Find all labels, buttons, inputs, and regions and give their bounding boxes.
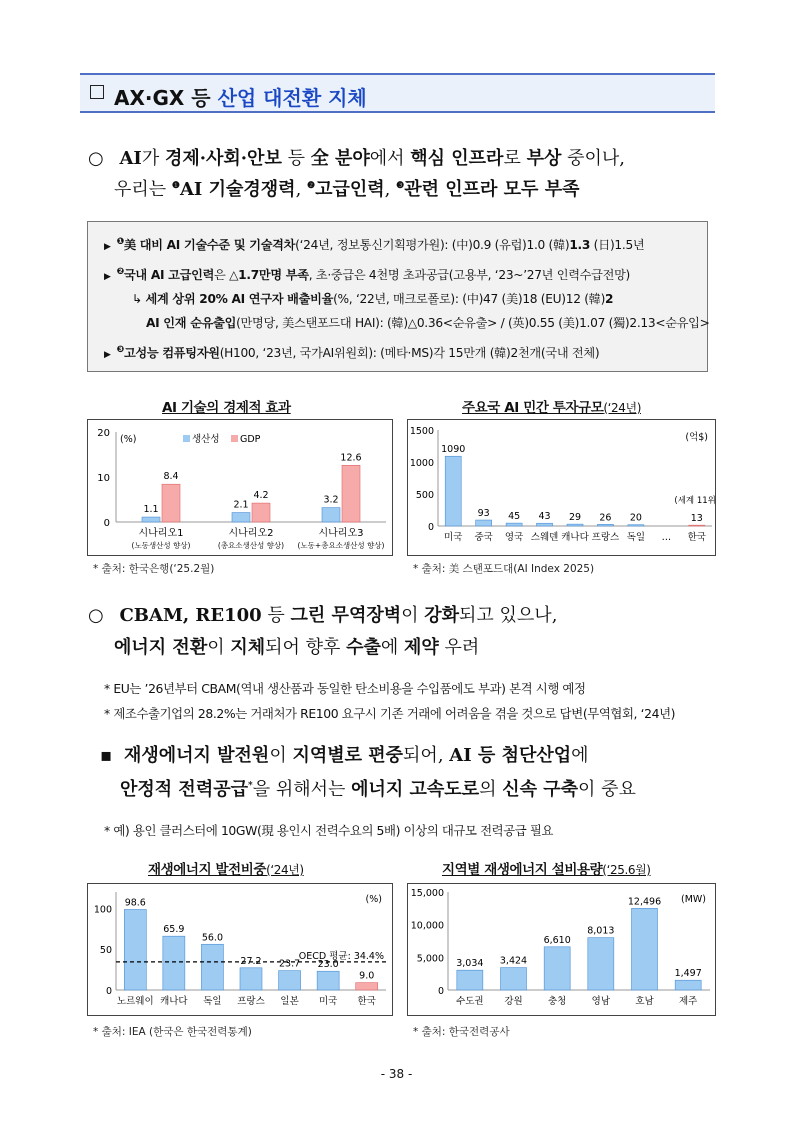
- para1-line1-seg: 등: [281, 148, 311, 169]
- bar-GDP: [252, 503, 270, 522]
- y-tick-label: 10,000: [410, 920, 444, 932]
- para3-line2-seg: *: [247, 781, 253, 791]
- para2-line2-seg: 우려: [438, 637, 480, 658]
- y-tick-label: 15,000: [410, 888, 444, 899]
- section-header: [80, 73, 715, 113]
- para2-line2-text: [114, 637, 479, 658]
- x-tick-label: 한국: [357, 996, 376, 1007]
- info-line3-korea: 2: [605, 292, 614, 306]
- legend-swatch: [231, 435, 238, 442]
- triangle-bullet-icon: ▶: [104, 242, 111, 252]
- para3-line2-seg: 에너지 고속도로: [351, 779, 480, 800]
- x-tick-label: 캐나다: [160, 996, 188, 1007]
- para2-line2-seg: 지체: [230, 637, 266, 658]
- chart1-box: [87, 419, 393, 556]
- para1-line1: [88, 144, 625, 170]
- data-label: 4.2: [253, 490, 269, 502]
- circle-bullet-icon: ○: [88, 148, 104, 169]
- x-tick-label: 시나리오2: [228, 528, 274, 539]
- para3-line1-seg: 이: [269, 745, 293, 766]
- bar: [124, 909, 146, 990]
- x-tick-label: 미국: [444, 532, 463, 543]
- section-title: [114, 82, 367, 111]
- sep2: ,: [384, 179, 397, 200]
- unit-label: (억$): [685, 432, 708, 443]
- info-line2-rest: , 초·중급은 4천명 초과공급(고용부, ‘23~’27년 인력수급전망): [308, 268, 631, 282]
- chart4-title-main: 지역별 재생에너지 설비용량: [442, 862, 603, 878]
- para1-line1-seg: AI: [119, 148, 142, 169]
- checkbox-square-icon: [90, 85, 104, 99]
- data-label: 29: [568, 512, 582, 524]
- unit-label: (MW): [680, 894, 706, 905]
- chart3-svg: [88, 884, 392, 1015]
- bar: [567, 524, 583, 526]
- para2-line2-seg: 에너지 전환: [114, 637, 208, 658]
- para1-item2: [307, 179, 385, 200]
- bar-생산성: [232, 513, 250, 522]
- chart1-title: AI 기술의 경제적 효과: [162, 400, 291, 416]
- bar-생산성: [142, 517, 160, 522]
- section-title-prefix: AX·GX 등: [114, 86, 218, 110]
- num-circle-3-icon: ❸: [396, 181, 405, 191]
- y-tick-label: 1500: [409, 426, 434, 437]
- x-tick-sublabel: (노동+총요소생산성 향상): [297, 541, 385, 550]
- chart2-box: [407, 419, 716, 556]
- data-label: 1.1: [143, 504, 159, 516]
- info-line3: [132, 290, 613, 307]
- para2-line2-seg: 제약: [404, 637, 439, 658]
- x-tick-label: 시나리오3: [318, 528, 364, 539]
- x-tick-sublabel: (노동생산성 향상): [131, 541, 191, 550]
- num-circle-3-icon: ❸: [116, 344, 124, 355]
- chart3-source: * 출처: IEA (한국은 한국전력통계): [93, 1026, 252, 1038]
- para3-line2-seg: 안정적 전력공급: [120, 779, 248, 800]
- triangle-bullet-icon: ▶: [104, 272, 111, 282]
- x-tick-label: 시나리오1: [138, 528, 184, 539]
- info-line3-rest: (%, ‘22년, 매크로폴로): (中)47 (美)18 (EU)12 (韓): [333, 292, 606, 306]
- data-label: 45: [508, 511, 521, 523]
- info-line4-bold: AI 인재 순유출입: [146, 316, 237, 330]
- chart2-svg: [408, 420, 715, 555]
- para2-line2-seg: 이: [207, 637, 231, 658]
- section-title-highlight: 산업 대전환 지체: [217, 86, 367, 110]
- bar: [457, 970, 483, 990]
- note-re100: * 제조수출기업의 28.2%는 거래처가 RE100 요구시 기존 거래에 어려움을 겪을 것으로 답변(무역협회, ‘24년): [104, 706, 676, 721]
- para1-line1-seg: 全 분야: [310, 148, 370, 169]
- y-tick-label: 1000: [409, 458, 434, 469]
- data-label: 2.1: [233, 499, 249, 511]
- data-label: 65.9: [163, 924, 185, 936]
- para2-line1-seg: 되고 있으나,: [459, 605, 558, 626]
- para1-line1-seg: 가: [141, 148, 165, 169]
- chart2-title-suffix: (‘24년): [603, 401, 641, 415]
- bar-GDP: [162, 484, 180, 522]
- para1-line1-seg: 에서: [369, 148, 411, 169]
- bar: [506, 523, 522, 526]
- x-tick-label: 수도권: [456, 996, 484, 1007]
- chart2-title: [462, 396, 641, 416]
- bar: [675, 980, 701, 990]
- circle-bullet-icon: ○: [88, 605, 104, 626]
- bar: [476, 520, 492, 526]
- para2-line2-seg: 되어 향후: [265, 637, 347, 658]
- reference-line-label: OECD 평균: 34.4%: [298, 950, 384, 962]
- para2-line2-seg: 수출: [346, 637, 381, 658]
- info-line5-rest: (H100, ‘23년, 국가AI위원회): (메타·MS)각 15만개 (韓)2천개(국내 전체): [219, 346, 600, 360]
- data-label: 26: [599, 512, 612, 524]
- para1-line1-seg: 부상: [526, 148, 562, 169]
- para1-line1-seg: 중이나,: [561, 148, 625, 169]
- para3-line1-seg: 에: [571, 745, 589, 766]
- data-label: 27.2: [240, 955, 262, 967]
- x-tick-label: 캐나다: [561, 532, 589, 543]
- num-circle-1-icon: ❶: [171, 181, 180, 191]
- para1-item3-text: 관련 인프라 모두 부족: [404, 179, 580, 200]
- note-cbam: * EU는 ’26년부터 CBAM(역내 생산품과 동일한 탄소비용을 수입품에도 부과) 본격 시행 예정: [104, 681, 586, 696]
- bar: [317, 971, 339, 990]
- data-label: 12.6: [340, 452, 362, 464]
- para2-line1: [88, 601, 557, 627]
- legend-swatch: [183, 435, 190, 442]
- info-line5: [104, 344, 599, 361]
- y-tick-label: 10: [97, 473, 110, 484]
- info-line2-mid: 은: [214, 268, 230, 282]
- bar: [201, 944, 223, 990]
- sep1: ,: [295, 179, 308, 200]
- bar: [537, 523, 553, 526]
- para2-line1-seg: 그린 무역장벽: [290, 605, 402, 626]
- para1-item3: [396, 179, 579, 200]
- info-line1-bold: 美 대비 AI 기술수준 및 기술격차: [123, 238, 296, 252]
- x-tick-label: 스웨덴: [530, 532, 559, 543]
- note-yongin: * 예) 용인 클러스터에 10GW(現 용인시 전력수요의 5배) 이상의 대규모 전력공급 필요: [104, 823, 554, 838]
- chart2-title-main: 주요국 AI 민간 투자규모: [462, 400, 604, 416]
- data-label: 3,034: [456, 958, 484, 970]
- info-line2-value: △1.7만명 부족: [229, 268, 309, 282]
- x-tick-sublabel: (총요소생산성 향상): [217, 541, 285, 550]
- info-line1-korea: 1.3: [569, 238, 591, 252]
- bar: [588, 938, 614, 990]
- bar-GDP: [342, 465, 360, 522]
- para3-line2-text: [120, 779, 636, 800]
- bar: [445, 456, 461, 526]
- bar: [240, 968, 262, 990]
- data-label: 8.4: [163, 471, 179, 483]
- data-label: 1090: [441, 444, 466, 456]
- data-label: 3.2: [323, 494, 339, 506]
- chart4-source: * 출처: 한국전력공사: [413, 1026, 510, 1038]
- info-line1-rest: (‘24년, 정보통신기획평가원): (中)0.9 (유럽)1.0 (韓): [295, 238, 570, 252]
- chart1-svg: [88, 420, 392, 555]
- data-label: 43: [538, 511, 551, 523]
- chart4-title: [442, 858, 651, 878]
- info-line1: [104, 236, 644, 253]
- para1-item1: [172, 179, 296, 200]
- data-label: 56.0: [201, 932, 224, 944]
- unit-label: (%): [365, 894, 382, 905]
- para1-line2-prefix: 우리는: [114, 179, 172, 200]
- info-line1-end: (日)1.5년: [590, 238, 645, 252]
- triangle-bullet-icon: ▶: [104, 350, 111, 360]
- para1-item1-text: AI 기술경쟁력: [179, 179, 296, 200]
- bar: [597, 524, 613, 526]
- data-label: 6,610: [543, 934, 571, 946]
- chart4-title-suffix: (‘25.6월): [602, 863, 651, 877]
- para1-line1-seg: 핵심 인프라: [410, 148, 504, 169]
- data-label: 93: [477, 508, 490, 520]
- x-tick-label: 프랑스: [591, 532, 620, 543]
- info-line4: [146, 314, 710, 331]
- y-tick-label: 500: [415, 490, 434, 501]
- bar: [356, 983, 378, 990]
- x-tick-label: 노르웨이: [116, 996, 154, 1007]
- chart3-title-suffix: (‘24년): [266, 863, 304, 877]
- num-circle-1-icon: ❶: [116, 236, 124, 247]
- para1-line1-text: [119, 148, 625, 169]
- chart4-box: [407, 883, 716, 1016]
- para2-line2: [114, 633, 479, 659]
- para3-line2-seg: 을 위해서는: [252, 779, 352, 800]
- bar: [163, 936, 185, 990]
- para3-line1-seg: 되어,: [403, 745, 450, 766]
- para3-line2-seg: 의: [479, 779, 503, 800]
- chart2-source: * 출처: 美 스탠포드대(AI Index 2025): [413, 563, 595, 575]
- data-label: 23.0: [317, 959, 339, 971]
- data-label: 8,013: [587, 925, 615, 937]
- x-tick-label: 중국: [474, 532, 493, 543]
- y-tick-label: 0: [427, 522, 434, 533]
- y-tick-label: 0: [437, 986, 444, 997]
- x-tick-label: 강원: [504, 996, 523, 1007]
- x-tick-label: 독일: [203, 996, 222, 1007]
- chart1-source: * 출처: 한국은행(‘25.2월): [93, 563, 215, 575]
- info-line2-bold: 국내 AI 고급인력: [123, 268, 215, 282]
- bar: [628, 525, 644, 526]
- bar: [689, 525, 705, 526]
- square-bullet-icon: ▪: [100, 745, 113, 766]
- sub-arrow-icon: ↳: [132, 292, 142, 306]
- para1-item2-text: 고급인력: [315, 179, 385, 200]
- para2-line1-seg: 등: [261, 605, 291, 626]
- x-tick-label: 제주: [678, 996, 698, 1007]
- y-tick-label: 5,000: [416, 953, 444, 965]
- x-tick-label: 프랑스: [237, 996, 265, 1007]
- data-label: 9.0: [359, 970, 375, 982]
- para3-line1: [100, 741, 589, 767]
- para1-line1-seg: 경제·사회·안보: [164, 148, 282, 169]
- x-tick-label: …: [661, 532, 672, 543]
- para1-line2: [114, 175, 579, 201]
- para3-line2-seg: 이 중요: [578, 779, 636, 800]
- data-label: 1,497: [674, 968, 702, 980]
- para3-line1-seg: 지역별로 편중: [292, 745, 404, 766]
- y-tick-label: 0: [105, 986, 112, 997]
- bar: [544, 947, 570, 990]
- data-label: 23.7: [278, 958, 301, 970]
- x-tick-label: 일본: [280, 996, 299, 1007]
- bar: [632, 908, 658, 990]
- x-tick-label: 충청: [547, 996, 567, 1007]
- para3-line1-text: [124, 745, 589, 766]
- num-circle-2-icon: ❷: [116, 266, 124, 277]
- unit-label: (%): [120, 434, 137, 445]
- x-tick-label: 영남: [591, 996, 611, 1007]
- data-label: 3,424: [499, 955, 528, 967]
- x-tick-label: 영국: [504, 532, 524, 543]
- x-tick-label: 한국: [687, 532, 706, 543]
- data-label: 98.6: [124, 897, 146, 909]
- info-line5-bold: 고성능 컴퓨팅자원: [123, 346, 220, 360]
- x-tick-label: 독일: [626, 532, 646, 543]
- num-circle-2-icon: ❷: [307, 181, 316, 191]
- para2-line2-seg: 에: [380, 637, 405, 658]
- x-tick-label: 미국: [318, 996, 338, 1007]
- page-number: - 38 -: [380, 1067, 413, 1081]
- para2-line1-text: [119, 605, 557, 626]
- info-box: [87, 221, 708, 372]
- bar: [501, 968, 527, 990]
- info-line3-bold: 세계 상위 20% AI 연구자 배출비율: [145, 292, 334, 306]
- para2-line1-seg: CBAM, RE100: [119, 605, 262, 626]
- data-label: 12,496: [627, 896, 662, 908]
- legend-label: GDP: [240, 434, 261, 445]
- bar-생산성: [322, 508, 340, 522]
- info-line4-rest: (만명당, 美스탠포드대 HAI): (韓)△0.36<순유출> / (英)0.55 (美)1.07 (獨)2.13<순유입>: [236, 316, 710, 330]
- chart3-box: [87, 883, 393, 1016]
- y-tick-label: 0: [103, 518, 110, 529]
- y-tick-label: 20: [97, 428, 110, 439]
- para3-line1-seg: 재생에너지 발전원: [123, 745, 270, 766]
- para2-line1-seg: 이: [401, 605, 425, 626]
- para2-line1-seg: 강화: [424, 605, 460, 626]
- legend-label: 생산성: [192, 434, 220, 445]
- y-tick-label: 50: [99, 945, 112, 957]
- info-line2: [104, 266, 630, 283]
- para3-line2-seg: 신속 구축: [502, 779, 579, 800]
- bar: [279, 971, 301, 990]
- para1-line1-seg: 로: [503, 148, 527, 169]
- annotation-label: (세계 11위): [674, 496, 715, 507]
- data-label: 20: [629, 512, 642, 524]
- chart3-title-main: 재생에너지 발전비중: [148, 862, 267, 878]
- chart3-title: [148, 858, 304, 878]
- para3-line1-seg: AI 등 첨단산업: [449, 745, 572, 766]
- chart4-svg: [408, 884, 715, 1015]
- data-label: 13: [690, 513, 703, 525]
- para3-line2: [120, 775, 636, 801]
- x-tick-label: 호남: [635, 996, 654, 1007]
- y-tick-label: 100: [93, 904, 112, 916]
